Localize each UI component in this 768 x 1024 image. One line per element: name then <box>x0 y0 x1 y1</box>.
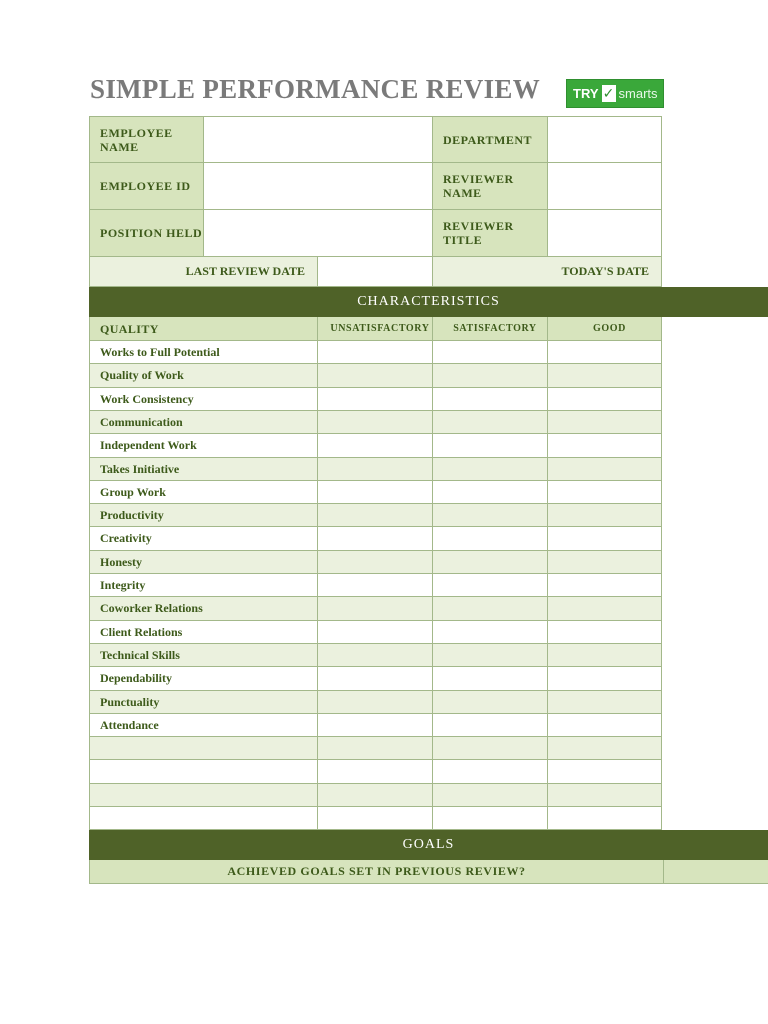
logo-try-text: TRY <box>573 86 599 101</box>
employee-id-label: EMPLOYEE ID <box>90 163 204 210</box>
satisfactory-rating-cell[interactable] <box>433 691 548 714</box>
quality-empty-row <box>90 784 318 807</box>
unsatisfactory-rating-cell[interactable] <box>318 714 433 737</box>
characteristics-header: CHARACTERISTICS <box>89 287 768 317</box>
quality-column-header: QUALITY <box>90 317 318 341</box>
quality-work-consistency: Work Consistency <box>90 388 318 411</box>
unsatisfactory-rating-cell[interactable] <box>318 341 433 364</box>
good-rating-cell[interactable] <box>548 737 662 760</box>
quality-honesty: Honesty <box>90 551 318 574</box>
good-column-header: GOOD <box>548 317 662 341</box>
good-rating-cell[interactable] <box>548 621 662 644</box>
satisfactory-rating-cell[interactable] <box>433 434 548 458</box>
good-rating-cell[interactable] <box>548 341 662 364</box>
unsatisfactory-rating-cell[interactable] <box>318 760 433 784</box>
satisfactory-rating-cell[interactable] <box>433 667 548 691</box>
unsatisfactory-rating-cell[interactable] <box>318 364 433 388</box>
satisfactory-rating-cell[interactable] <box>433 411 548 434</box>
unsatisfactory-rating-cell[interactable] <box>318 551 433 574</box>
satisfactory-rating-cell[interactable] <box>433 621 548 644</box>
good-rating-cell[interactable] <box>548 364 662 388</box>
employee-name-label: EMPLOYEE NAME <box>90 117 204 163</box>
unsatisfactory-rating-cell[interactable] <box>318 597 433 621</box>
good-rating-cell[interactable] <box>548 551 662 574</box>
good-rating-cell[interactable] <box>548 411 662 434</box>
quality-works-to-full-potential: Works to Full Potential <box>90 341 318 364</box>
reviewer-name-field[interactable] <box>548 163 662 210</box>
quality-quality-of-work: Quality of Work <box>90 364 318 388</box>
good-rating-cell[interactable] <box>548 597 662 621</box>
satisfactory-rating-cell[interactable] <box>433 458 548 481</box>
good-rating-cell[interactable] <box>548 667 662 691</box>
quality-communication: Communication <box>90 411 318 434</box>
reviewer-title-label: REVIEWER TITLE <box>433 210 548 257</box>
quality-independent-work: Independent Work <box>90 434 318 458</box>
department-label: DEPARTMENT <box>433 117 548 163</box>
good-rating-cell[interactable] <box>548 760 662 784</box>
unsatisfactory-rating-cell[interactable] <box>318 574 433 597</box>
quality-empty-row <box>90 807 318 830</box>
unsatisfactory-column-header: UNSATISFACTORY <box>318 317 433 341</box>
position-held-label: POSITION HELD <box>90 210 204 257</box>
satisfactory-rating-cell[interactable] <box>433 341 548 364</box>
unsatisfactory-rating-cell[interactable] <box>318 621 433 644</box>
quality-punctuality: Punctuality <box>90 691 318 714</box>
quality-coworker-relations: Coworker Relations <box>90 597 318 621</box>
good-rating-cell[interactable] <box>548 527 662 551</box>
todays-date-label: TODAY'S DATE <box>433 257 662 287</box>
quality-empty-row <box>90 737 318 760</box>
quality-attendance: Attendance <box>90 714 318 737</box>
unsatisfactory-rating-cell[interactable] <box>318 504 433 527</box>
unsatisfactory-rating-cell[interactable] <box>318 434 433 458</box>
unsatisfactory-rating-cell[interactable] <box>318 691 433 714</box>
good-rating-cell[interactable] <box>548 807 662 830</box>
satisfactory-rating-cell[interactable] <box>433 807 548 830</box>
checkmark-icon: ✓ <box>602 85 615 101</box>
last-review-date-label: LAST REVIEW DATE <box>90 257 318 287</box>
reviewer-title-field[interactable] <box>548 210 662 257</box>
unsatisfactory-rating-cell[interactable] <box>318 527 433 551</box>
good-rating-cell[interactable] <box>548 691 662 714</box>
good-rating-cell[interactable] <box>548 574 662 597</box>
page-title: SIMPLE PERFORMANCE REVIEW <box>90 74 541 104</box>
satisfactory-rating-cell[interactable] <box>433 481 548 504</box>
unsatisfactory-rating-cell[interactable] <box>318 411 433 434</box>
satisfactory-rating-cell[interactable] <box>433 364 548 388</box>
good-rating-cell[interactable] <box>548 644 662 667</box>
satisfactory-column-header: SATISFACTORY <box>433 317 548 341</box>
quality-group-work: Group Work <box>90 481 318 504</box>
satisfactory-rating-cell[interactable] <box>433 714 548 737</box>
logo-brand-text: smarts <box>618 86 658 101</box>
good-rating-cell[interactable] <box>548 434 662 458</box>
unsatisfactory-rating-cell[interactable] <box>318 784 433 807</box>
unsatisfactory-rating-cell[interactable] <box>318 458 433 481</box>
satisfactory-rating-cell[interactable] <box>433 597 548 621</box>
achieved-goals-question: ACHIEVED GOALS SET IN PREVIOUS REVIEW? <box>90 860 664 883</box>
good-rating-cell[interactable] <box>548 458 662 481</box>
position-held-field[interactable] <box>204 210 433 257</box>
last-review-date-field[interactable] <box>318 257 433 287</box>
quality-productivity: Productivity <box>90 504 318 527</box>
quality-dependability: Dependability <box>90 667 318 691</box>
satisfactory-rating-cell[interactable] <box>433 737 548 760</box>
quality-empty-row <box>90 760 318 784</box>
department-field[interactable] <box>548 117 662 163</box>
achieved-goals-row <box>89 860 768 884</box>
quality-integrity: Integrity <box>90 574 318 597</box>
quality-technical-skills: Technical Skills <box>90 644 318 667</box>
good-rating-cell[interactable] <box>548 504 662 527</box>
satisfactory-rating-cell[interactable] <box>433 388 548 411</box>
satisfactory-rating-cell[interactable] <box>433 527 548 551</box>
satisfactory-rating-cell[interactable] <box>433 504 548 527</box>
unsatisfactory-rating-cell[interactable] <box>318 737 433 760</box>
goals-header: GOALS <box>89 830 768 860</box>
unsatisfactory-rating-cell[interactable] <box>318 481 433 504</box>
trysmarts-logo[interactable] <box>566 79 664 108</box>
good-rating-cell[interactable] <box>548 481 662 504</box>
satisfactory-rating-cell[interactable] <box>433 784 548 807</box>
good-rating-cell[interactable] <box>548 388 662 411</box>
unsatisfactory-rating-cell[interactable] <box>318 644 433 667</box>
reviewer-name-label: REVIEWER NAME <box>433 163 548 210</box>
satisfactory-rating-cell[interactable] <box>433 644 548 667</box>
quality-client-relations: Client Relations <box>90 621 318 644</box>
unsatisfactory-rating-cell[interactable] <box>318 667 433 691</box>
employee-id-field[interactable] <box>204 163 433 210</box>
quality-creativity: Creativity <box>90 527 318 551</box>
quality-takes-initiative: Takes Initiative <box>90 458 318 481</box>
good-rating-cell[interactable] <box>548 784 662 807</box>
satisfactory-rating-cell[interactable] <box>433 551 548 574</box>
unsatisfactory-rating-cell[interactable] <box>318 807 433 830</box>
good-rating-cell[interactable] <box>548 714 662 737</box>
employee-name-field[interactable] <box>204 117 433 163</box>
unsatisfactory-rating-cell[interactable] <box>318 388 433 411</box>
satisfactory-rating-cell[interactable] <box>433 574 548 597</box>
satisfactory-rating-cell[interactable] <box>433 760 548 784</box>
